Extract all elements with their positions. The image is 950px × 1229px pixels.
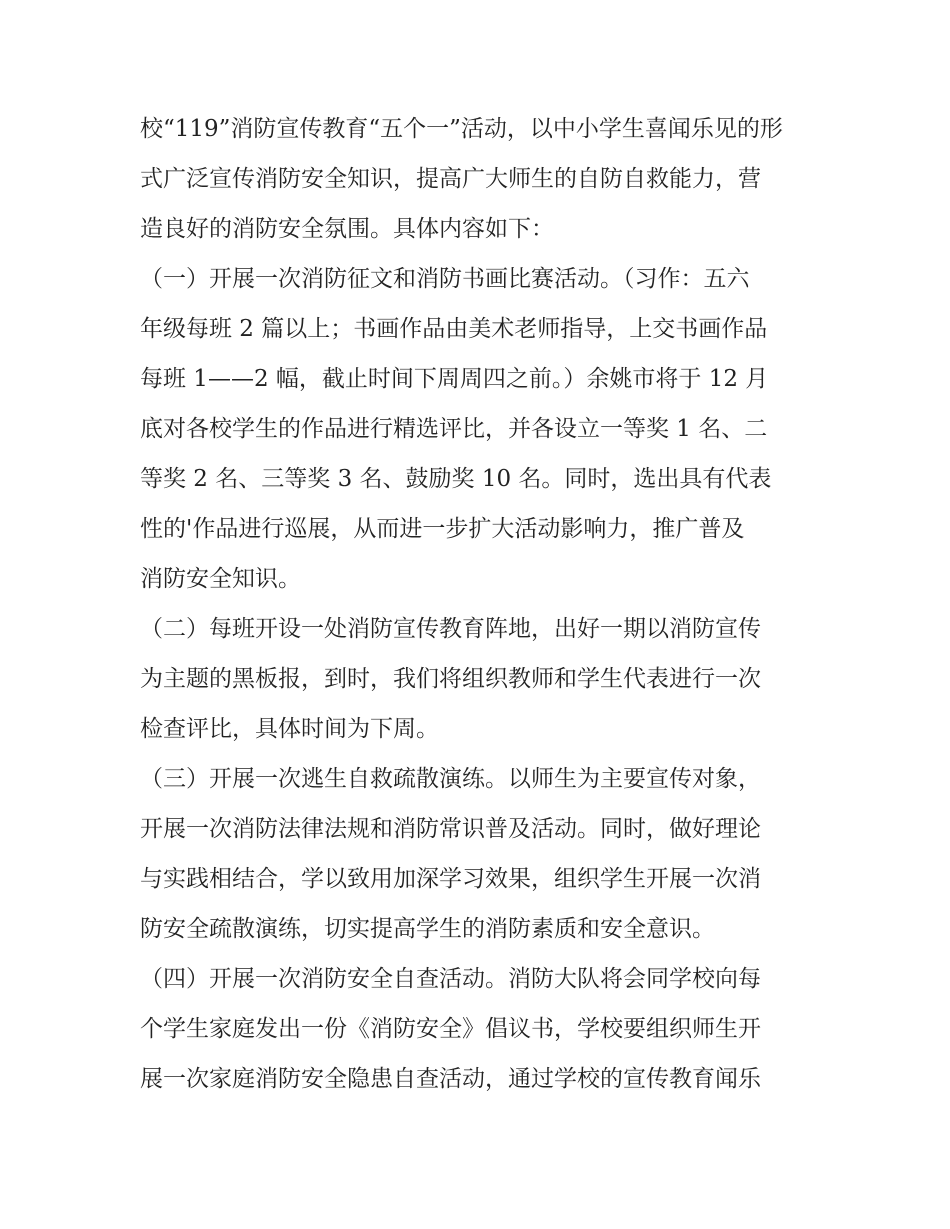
paragraph-line: 防安全疏散演练，切实提高学生的消防素质和安全意识。 xyxy=(140,916,715,942)
paragraph-line: 展一次家庭消防安全隐患自查活动，通过学校的宣传教育闻乐 xyxy=(140,1066,761,1092)
paragraph-line: 为主题的黑板报，到时，我们将组织教师和学生代表进行一次 xyxy=(140,666,761,692)
paragraph-line: 性的'作品进行巡展，从而进一步扩大活动影响力，推广普及 xyxy=(140,516,745,542)
paragraph-line: 造良好的消防安全氛围。具体内容如下： xyxy=(140,216,554,242)
document-body xyxy=(140,104,812,1104)
paragraph-line: （四）开展一次消防安全自查活动。消防大队将会同学校向每 xyxy=(140,966,761,992)
paragraph-line: 校“119”消防宣传教育“五个一”活动，以中小学生喜闻乐见的形 xyxy=(140,116,783,142)
paragraph-line: （二）每班开设一处消防宣传教育阵地，出好一期以消防宣传 xyxy=(140,616,761,642)
paragraph-line: 每班 1——2 幅，截止时间下周周四之前。）余姚市将于 12 月 xyxy=(140,366,769,392)
paragraph-line: （三）开展一次逃生自救疏散演练。以师生为主要宣传对象， xyxy=(140,766,761,792)
paragraph-line: 式广泛宣传消防安全知识，提高广大师生的自防自救能力，营 xyxy=(140,166,761,192)
paragraph-line: 检查评比，具体时间为下周。 xyxy=(140,716,439,742)
paragraph-line: 消防安全知识。 xyxy=(140,566,301,592)
paragraph-line: 开展一次消防法律法规和消防常识普及活动。同时，做好理论 xyxy=(140,816,761,842)
paragraph-line: 年级每班 2 篇以上；书画作品由美术老师指导，上交书画作品 xyxy=(140,316,768,342)
paragraph-line: 等奖 2 名、三等奖 3 名、鼓励奖 10 名。同时，选出具有代表 xyxy=(140,466,772,492)
paragraph-line: （一）开展一次消防征文和消防书画比赛活动。（习作：五六 xyxy=(140,266,750,292)
paragraph-line: 底对各校学生的作品进行精选评比，并各设立一等奖 1 名、二 xyxy=(140,416,768,442)
paragraph-line: 个学生家庭发出一份《消防安全》倡议书，学校要组织师生开 xyxy=(140,1016,761,1042)
paragraph-line: 与实践相结合，学以致用加深学习效果，组织学生开展一次消 xyxy=(140,866,761,892)
